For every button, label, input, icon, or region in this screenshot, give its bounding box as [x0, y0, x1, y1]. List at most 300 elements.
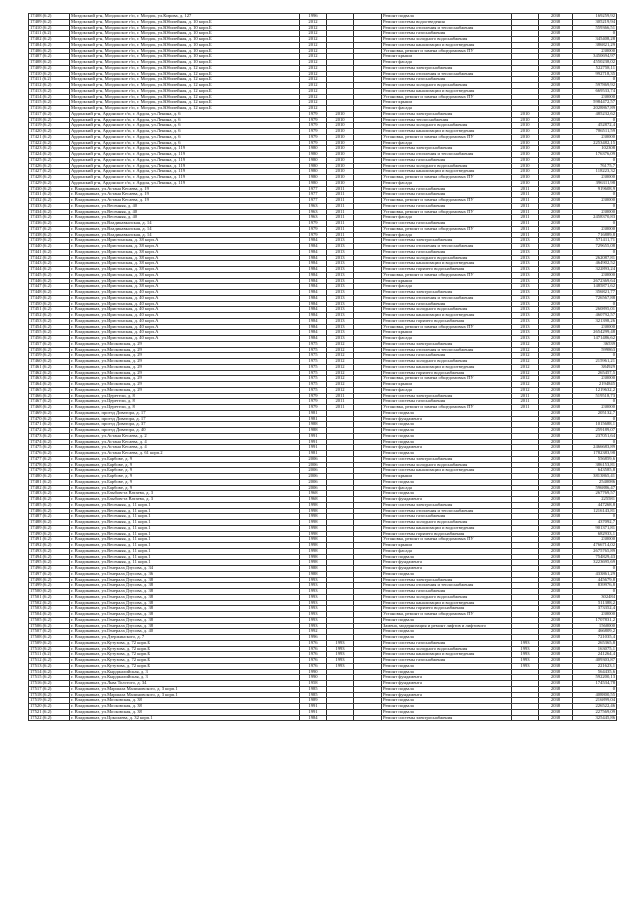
address-cell: г. Владикавказ, ул.Московская, д. 29 [70, 353, 300, 359]
cost-cell: 262087,81 [573, 255, 617, 261]
address-cell: г. Владикавказ, ул.Астана Кесаева, д. 4 [70, 439, 300, 445]
build-year-cell: 1988 [300, 422, 327, 428]
cost-cell: 754829,43 [573, 554, 617, 560]
work-type-cell: Ремонт системы газоснабжения [382, 77, 512, 83]
work-type-cell: Ремонт системы горячего водоснабжения [382, 318, 512, 324]
last-repair-year-cell: 2010 [327, 140, 354, 146]
build-year-cell: 1963 [300, 203, 327, 209]
address-cell: г. Владикавказ, ул.Астана Кесаева, д. 19 [70, 192, 300, 198]
row-number-cell: 17491 (6.2) [29, 537, 70, 543]
previous-repair-year-cell: 2011 [512, 198, 539, 204]
work-type-cell: Ремонт подвала [382, 433, 512, 439]
previous-repair-year-cell: 2013 [512, 295, 539, 301]
cost-cell: 0 [573, 117, 617, 123]
address-cell: г. Владикавказ, ул.Иристонская, д. 38 корп.А [70, 261, 300, 267]
build-year-cell: 2012 [300, 37, 327, 43]
work-type-cell: Ремонт системы отопления и теплоснабжения [382, 152, 512, 158]
previous-repair-year-cell: 2013 [512, 255, 539, 261]
work-type-cell: Ремонт подвала [382, 698, 512, 704]
cost-cell: 321398,26 [573, 318, 617, 324]
build-year-cell: 1993 [300, 600, 327, 606]
row-number-cell: 17448 (6.2) [29, 290, 70, 296]
work-type-cell: Ремонт фундамента [382, 560, 512, 566]
planned-year-cell: 2038 [539, 635, 573, 641]
work-type-cell: Ремонт системы отопления и теплоснабжения [382, 71, 512, 77]
row-number-cell: 17496 (6.2) [29, 566, 70, 572]
last-repair-year-cell: 1993 [327, 658, 354, 664]
row-number-cell: 17406 (6.2) [29, 48, 70, 54]
last-repair-year-cell: 2013 [327, 307, 354, 313]
address-cell: г. Владикавказ, ул.Кырджалийская, д. 3 [70, 675, 300, 681]
work-type-cell: Ремонт фундамента [382, 445, 512, 451]
planned-year-cell: 2038 [539, 186, 573, 192]
work-type-cell: Установка, ремонт и замена общедомовых ПУ [382, 175, 512, 181]
build-year-cell: 1993 [300, 583, 327, 589]
planned-year-cell: 2038 [539, 341, 573, 347]
address-cell: г. Владикавказ, ул.Московская, д. 38 [70, 709, 300, 715]
planned-year-cell: 2038 [539, 169, 573, 175]
planned-year-cell: 2038 [539, 715, 573, 721]
cost-cell: 230000 [573, 134, 617, 140]
row-number-cell: 17423 (6.2) [29, 146, 70, 152]
build-year-cell: 1992 [300, 629, 327, 635]
work-type-cell: Ремонт системы холодного водоснабжения [382, 359, 512, 365]
previous-repair-year-cell: 2013 [512, 284, 539, 290]
cost-cell: 230000 [573, 175, 617, 181]
planned-year-cell: 2038 [539, 129, 573, 135]
row-number-cell: 17409 (6.2) [29, 19, 70, 25]
planned-year-cell: 2038 [539, 226, 573, 232]
cost-cell: 259189,07 [573, 428, 617, 434]
row-number-cell: 17418 (6.2) [29, 117, 70, 123]
row-number-cell: 17408 (6.2) [29, 60, 70, 66]
row-number-cell: 17517 (6.2) [29, 686, 70, 692]
last-repair-year-cell: 2010 [327, 169, 354, 175]
work-type-cell: Ремонт системы канализации и водоотведения [382, 364, 512, 370]
work-type-cell: Ремонт системы электроснабжения [382, 290, 512, 296]
row-number-cell: 17483 (6.2) [29, 491, 70, 497]
cost-cell: 682933,1 [573, 531, 617, 537]
work-type-cell: Ремонт системы электроснабжения [382, 393, 512, 399]
cost-cell: 522758,11 [573, 65, 617, 71]
cost-cell: 2458370,83 [573, 215, 617, 221]
address-cell: г. Владикавказ, ул.Московская, д. 29 [70, 359, 300, 365]
build-year-cell: 1985 [300, 686, 327, 692]
address-cell: г. Владикавказ, ул.Церетели, д. 8 [70, 405, 300, 411]
work-type-cell: Ремонт системы холодного водоснабжения [382, 646, 512, 652]
cost-cell: 226522,46 [573, 704, 617, 710]
cost-cell: 2540086 [573, 479, 617, 485]
last-repair-year-cell: 1993 [327, 640, 354, 646]
address-cell: Ардонский р-н, Ардонское г/п, г. Ардон, ул.Ленина, д. 119 [70, 180, 300, 186]
cost-cell: 176376,09 [573, 152, 617, 158]
planned-year-cell: 2038 [539, 19, 573, 25]
cost-cell: 0 [573, 157, 617, 163]
cost-cell: 901371,81 [573, 525, 617, 531]
row-number-cell: 17436 (6.2) [29, 221, 70, 227]
previous-repair-year-cell [512, 715, 539, 721]
address-cell: г. Владикавказ, ул.Барбове, д. 9 [70, 474, 300, 480]
build-year-cell: 1976 [300, 658, 327, 664]
work-type-cell: Ремонт системы канализации и водоотведения [382, 313, 512, 319]
planned-year-cell: 2038 [539, 65, 573, 71]
work-type-cell: Установка, ремонт и замена общедомовых ПУ [382, 226, 512, 232]
previous-repair-year-cell: 2013 [512, 290, 539, 296]
work-type-cell: Ремонт системы канализации и водоотведения [382, 42, 512, 48]
address-cell: г. Владикавказ, ул.Московская, д. 29 [70, 387, 300, 393]
work-type-cell: Ремонт системы канализации и водоотведения [382, 88, 512, 94]
work-type-cell: Ремонт системы газоснабжения [382, 301, 512, 307]
address-cell: г. Владикавказ, ул.Иристонская, д. 40 корп.А [70, 307, 300, 313]
address-cell: г. Владикавказ, ул.Генерала Дзусова, д. 38 [70, 577, 300, 583]
row-number-cell: 17489 (6.2) [29, 525, 70, 531]
address-cell: г. Владикавказ, ул.Иристонская, д. 40 корп.А [70, 336, 300, 342]
row-number-cell: 17411 (6.2) [29, 31, 70, 37]
previous-repair-year-cell: 2011 [512, 232, 539, 238]
work-type-cell: Ремонт фасада [382, 548, 512, 554]
build-year-cell: 2012 [300, 94, 327, 100]
planned-year-cell: 2038 [539, 600, 573, 606]
planned-year-cell: 2038 [539, 244, 573, 250]
row-number-cell: 17412 (6.2) [29, 83, 70, 89]
row-number-cell: 17488 (6.2) [29, 520, 70, 526]
address-cell: Ардонский р-н, Ардонское г/п, г. Ардон, ул.Ленина, д. 6 [70, 134, 300, 140]
planned-year-cell: 2038 [539, 359, 573, 365]
cost-cell: 0 [573, 566, 617, 572]
address-cell: г. Владикавказ, ул.Кутузова, д. 72 корп.Б [70, 646, 300, 652]
row-number-cell: 17460 (6.2) [29, 359, 70, 365]
work-type-cell: Установка, ремонт и замена общедомовых ПУ [382, 376, 512, 382]
cost-cell: 221623,1 [573, 663, 617, 669]
planned-year-cell: 2038 [539, 117, 573, 123]
address-cell: г. Владикавказ, ул.Весенняя, д. 40 [70, 203, 300, 209]
planned-year-cell: 2038 [539, 290, 573, 296]
work-type-cell: Ремонт системы водоотведения [382, 19, 512, 25]
build-year-cell: 1993 [300, 606, 327, 612]
planned-year-cell: 2038 [539, 520, 573, 526]
previous-repair-year-cell: 2010 [512, 129, 539, 135]
address-cell: Моздокский р-н, Моздокское г/п, г. Моздок, ул.Юбилейная, д. 10 корп.Б [70, 31, 300, 37]
planned-year-cell: 2038 [539, 485, 573, 491]
row-number-cell: 17437 (6.2) [29, 226, 70, 232]
planned-year-cell: 2038 [539, 462, 573, 468]
build-year-cell: 1975 [300, 376, 327, 382]
build-year-cell: 1998 [300, 560, 327, 566]
work-type-cell: Установка, ремонт и замена общедомовых ПУ [382, 134, 512, 140]
planned-year-cell: 2038 [539, 537, 573, 543]
planned-year-cell: 2038 [539, 525, 573, 531]
previous-repair-year-cell: 2011 [512, 209, 539, 215]
cost-cell: 3813865,41 [573, 474, 617, 480]
planned-year-cell: 2038 [539, 209, 573, 215]
cost-cell: 559366,51 [573, 25, 617, 31]
address-cell: Моздокский р-н, Моздокское г/п, г. Моздок, ул.Юбилейная, д. 12 корп.Б [70, 83, 300, 89]
work-type-cell: Ремонт фундамента [382, 675, 512, 681]
previous-repair-year-cell: 2011 [512, 226, 539, 232]
row-number-cell: 17504 (6.2) [29, 612, 70, 618]
row-number-cell: 17512 (6.2) [29, 658, 70, 664]
cost-cell: 2654299,48 [573, 330, 617, 336]
build-year-cell: 1980 [300, 180, 327, 186]
work-type-cell: Ремонт системы электроснабжения [382, 238, 512, 244]
build-year-cell: 1990 [300, 669, 327, 675]
address-cell: г. Владикавказ, ул.Иристонская, д. 38 корп.А [70, 238, 300, 244]
address-cell: Моздокский р-н, Моздокское г/п, г. Моздок, ул.Юбилейная, д. 10 корп.Б [70, 37, 300, 43]
planned-year-cell: 2038 [539, 629, 573, 635]
address-cell: г. Владикавказ, ул.Кутузова, д. 72 корп.Б [70, 640, 300, 646]
work-type-cell: Ремонт системы электроснабжения [382, 456, 512, 462]
last-repair-year-cell: 1993 [327, 652, 354, 658]
row-number-cell: 17419 (6.2) [29, 123, 70, 129]
build-year-cell: 1993 [300, 612, 327, 618]
previous-repair-year-cell: 2013 [512, 313, 539, 319]
work-type-cell: Установка, ремонт и замена общедомовых ПУ [382, 537, 512, 543]
planned-year-cell: 2038 [539, 301, 573, 307]
planned-year-cell: 2038 [539, 594, 573, 600]
row-number-cell: 17420 (6.2) [29, 129, 70, 135]
cost-cell: 225581 [573, 497, 617, 503]
cost-cell: 215961,21 [573, 359, 617, 365]
cost-cell: 597869,92 [573, 83, 617, 89]
row-number-cell: 17520 (6.2) [29, 704, 70, 710]
cost-cell: 0 [573, 221, 617, 227]
work-type-cell: Ремонт системы электроснабжения [382, 577, 512, 583]
cost-cell: 1015688,1 [573, 422, 617, 428]
previous-repair-year-cell: 2013 [512, 238, 539, 244]
address-cell: г. Владикавказ, проезд Доватора, д. 40 [70, 428, 300, 434]
address-cell: г. Владикавказ, ул.Весенняя, д. 11 корп.1 [70, 525, 300, 531]
build-year-cell: 1977 [300, 198, 327, 204]
row-number-cell: 17465 (6.2) [29, 387, 70, 393]
work-type-cell: Ремонт системы отопления и теплоснабжения [382, 583, 512, 589]
build-year-cell: 1984 [300, 278, 327, 284]
row-number-cell: 17425 (6.2) [29, 157, 70, 163]
work-type-cell: Ремонт системы канализации и водоотведения [382, 468, 512, 474]
row-number-cell: 17456 (6.2) [29, 336, 70, 342]
row-number-cell: 17495 (6.2) [29, 560, 70, 566]
planned-year-cell: 2038 [539, 508, 573, 514]
row-number-cell: 17498 (6.2) [29, 577, 70, 583]
planned-year-cell: 2038 [539, 25, 573, 31]
work-type-cell: Ремонт фундамента [382, 416, 512, 422]
work-type-cell: Ремонт фасада [382, 215, 512, 221]
planned-year-cell: 2038 [539, 416, 573, 422]
cost-cell: 437092,7 [573, 520, 617, 526]
row-number-cell: 17484 (6.2) [29, 497, 70, 503]
planned-year-cell: 2038 [539, 606, 573, 612]
last-repair-year-cell: 2012 [327, 347, 354, 353]
last-repair-year-cell: 2013 [327, 336, 354, 342]
planned-year-cell: 2038 [539, 640, 573, 646]
cost-cell: 325445,86 [573, 715, 617, 721]
work-type-cell: Ремонт фундамента [382, 566, 512, 572]
row-number-cell: 17444 (6.2) [29, 267, 70, 273]
address-cell: г. Владикавказ, ул.Генерала Дзусова, д. 38 [70, 612, 300, 618]
planned-year-cell: 2038 [539, 479, 573, 485]
address-cell: г. Владикавказ, ул.Барбове, д. 9 [70, 468, 300, 474]
table-row [29, 715, 617, 721]
address-cell: г. Владикавказ, ул.Московская, д. 29 [70, 382, 300, 388]
build-year-cell: 1979 [300, 405, 327, 411]
address-cell: г. Владикавказ, ул.Бзыбовгта Ватаева, д. 3 [70, 497, 300, 503]
last-repair-year-cell: 2013 [327, 284, 354, 290]
previous-repair-year-cell: 2011 [512, 192, 539, 198]
last-repair-year-cell: 2012 [327, 341, 354, 347]
previous-repair-year-cell: 2013 [512, 301, 539, 307]
cost-cell: 786511,59 [573, 129, 617, 135]
row-number-cell: 17472 (6.2) [29, 428, 70, 434]
work-type-cell: Ремонт системы холодного водоснабжения [382, 594, 512, 600]
last-repair-year-cell: 2012 [327, 364, 354, 370]
cost-cell: 452872,4 [573, 123, 617, 129]
address-cell: г. Владикавказ, ул.Генерала Дзусова, д. 38 [70, 600, 300, 606]
last-repair-year-cell: 2011 [327, 215, 354, 221]
address-cell: Моздокский р-н, Моздокское г/п, г. Моздок, ул.Юбилейная, д. 10 корп.Б [70, 48, 300, 54]
address-cell: Ардонский р-н, Ардонское г/п, г. Ардон, ул.Ленина, д. 119 [70, 152, 300, 158]
address-cell: г. Владикавказ, ул.Генерала Дзусова, д. 38 [70, 594, 300, 600]
address-cell: г. Владикавказ, ул.Иристонская, д. 38 корп.А [70, 244, 300, 250]
row-number-cell: 17446 (6.2) [29, 278, 70, 284]
planned-year-cell: 2038 [539, 382, 573, 388]
cost-cell: 2672369,64 [573, 278, 617, 284]
work-type-cell: Ремонт подвала [382, 14, 512, 20]
build-year-cell: 1979 [300, 393, 327, 399]
build-year-cell: 1984 [300, 295, 327, 301]
planned-year-cell: 2038 [539, 548, 573, 554]
work-type-cell: Ремонт системы канализации и водоотведения [382, 169, 512, 175]
row-number-cell: 17508 (6.2) [29, 635, 70, 641]
address-cell: Ардонский р-н, Ардонское г/п, г. Ардон, ул.Ленина, д. 6 [70, 123, 300, 129]
cost-cell: 3223695,69 [573, 560, 617, 566]
row-number-cell: 17481 (6.2) [29, 479, 70, 485]
address-cell: г. Владикавказ, ул.Церетели, д. 8 [70, 399, 300, 405]
previous-repair-year-cell: 2013 [512, 272, 539, 278]
work-type-cell: Ремонт крыши [382, 330, 512, 336]
row-number-cell: 17475 (6.2) [29, 445, 70, 451]
planned-year-cell: 2038 [539, 330, 573, 336]
row-number-cell: 17513 (6.2) [29, 663, 70, 669]
last-repair-year-cell: 2012 [327, 370, 354, 376]
build-year-cell: 1979 [300, 134, 327, 140]
work-type-cell: Ремонт системы газоснабжения [382, 399, 512, 405]
work-type-cell: Ремонт подвала [382, 491, 512, 497]
last-repair-year-cell: 2013 [327, 318, 354, 324]
last-repair-year-cell: 2013 [327, 290, 354, 296]
cost-cell: 445679,8 [573, 577, 617, 583]
row-number-cell: 17521 (6.2) [29, 709, 70, 715]
row-number-cell: 17438 (6.2) [29, 232, 70, 238]
previous-repair-year-cell: 1993 [512, 646, 539, 652]
work-type-cell: Ремонт подвала [382, 479, 512, 485]
row-number-cell: 17478 (6.2) [29, 462, 70, 468]
work-type-cell: Ремонт системы канализации и водоотведения [382, 261, 512, 267]
work-type-cell: Ремонт подвала [382, 704, 512, 710]
address-cell: Ардонский р-н, Ардонское г/п, г. Ардон, ул.Ленина, д. 119 [70, 175, 300, 181]
last-repair-year-cell: 2010 [327, 111, 354, 117]
row-number-cell: 17501 (6.2) [29, 594, 70, 600]
work-type-cell: Ремонт фасада [382, 180, 512, 186]
build-year-cell: 1984 [300, 267, 327, 273]
cost-cell: 0 [573, 249, 617, 255]
row-number-cell: 17447 (6.2) [29, 284, 70, 290]
cost-cell: 230000 [573, 537, 617, 543]
build-year-cell: 2012 [300, 25, 327, 31]
planned-year-cell: 2038 [539, 284, 573, 290]
planned-year-cell: 2038 [539, 439, 573, 445]
cost-cell: 305219,94 [573, 19, 617, 25]
work-type-cell: Ремонт крыши [382, 54, 512, 60]
row-number-cell: 17410 (6.2) [29, 25, 70, 31]
work-type-cell: Установка, ремонт и замена общедомовых ПУ [382, 405, 512, 411]
build-year-cell: 1998 [300, 525, 327, 531]
work-type-cell: Ремонт крыши [382, 100, 512, 106]
row-number-cell: 17445 (6.2) [29, 272, 70, 278]
previous-repair-year-cell: 2011 [512, 215, 539, 221]
work-type-cell: Ремонт системы холодного водоснабжения [382, 163, 512, 169]
row-number-cell: 17487 (6.2) [29, 514, 70, 520]
address-cell: Моздокский р-н, Моздокское г/п, г. Моздок, ул.Юбилейная, д. 12 корп.Б [70, 100, 300, 106]
build-year-cell: 1976 [300, 640, 327, 646]
last-repair-year-cell: 2013 [327, 244, 354, 250]
cost-cell: 102308 [573, 146, 617, 152]
last-repair-year-cell: 2013 [327, 313, 354, 319]
previous-repair-year-cell: 2010 [512, 140, 539, 146]
cost-cell: 1471486,62 [573, 336, 617, 342]
work-type-cell: Ремонт системы электроснабжения [382, 111, 512, 117]
address-cell: г. Владикавказ, ул.Церетели, д. 8 [70, 393, 300, 399]
build-year-cell: 2012 [300, 77, 327, 83]
work-type-cell: Установка, ремонт и замена общедомовых ПУ [382, 198, 512, 204]
build-year-cell: 1976 [300, 663, 327, 669]
planned-year-cell: 2038 [539, 175, 573, 181]
address-cell: Моздокский р-н, Моздокское г/п, г. Моздок, ул.Юбилейная, д. 10 корп.Б [70, 25, 300, 31]
cost-cell: 1782383,98 [573, 451, 617, 457]
last-repair-year-cell: 1993 [327, 646, 354, 652]
cost-cell: 485232,62 [573, 111, 617, 117]
cost-cell: 839976,8 [573, 583, 617, 589]
address-cell: г. Владикавказ, ул.Иристонская, д. 38 корп.А [70, 272, 300, 278]
planned-year-cell: 2038 [539, 88, 573, 94]
planned-year-cell: 2038 [539, 445, 573, 451]
row-number-cell: 17453 (6.2) [29, 318, 70, 324]
last-repair-year-cell: 2013 [327, 324, 354, 330]
build-year-cell: 1991 [300, 445, 327, 451]
build-year-cell: 2006 [300, 485, 327, 491]
work-type-cell: Ремонт системы теплоснабжения [382, 117, 512, 123]
address-cell: г. Владикавказ, ул.Московская, д. 38 [70, 698, 300, 704]
work-type-cell: Ремонт подвала [382, 422, 512, 428]
cost-cell: 230000 [573, 612, 617, 618]
build-year-cell: 1979 [300, 111, 327, 117]
planned-year-cell: 2038 [539, 180, 573, 186]
row-number-cell: 17442 (6.2) [29, 255, 70, 261]
cost-cell: 227569,09 [573, 709, 617, 715]
row-number-cell: 17426 (6.2) [29, 163, 70, 169]
cost-cell: 1707831,2 [573, 617, 617, 623]
row-number-cell: 17503 (6.2) [29, 606, 70, 612]
address-cell: г. Владикавказ, ул.Весенняя, д. 11 корп.1 [70, 531, 300, 537]
work-type-cell: Установка, ремонт и замена общедомовых ПУ [382, 324, 512, 330]
planned-year-cell: 2038 [539, 123, 573, 129]
cost-cell: 643585,8 [573, 468, 617, 474]
row-number-cell: 17457 (6.2) [29, 341, 70, 347]
planned-year-cell: 2038 [539, 669, 573, 675]
cost-cell: 0 [573, 301, 617, 307]
address-cell: г. Владикавказ, проезд Доватора, д. 37 [70, 422, 300, 428]
work-type-cell: Замена, модернизация и ремонт лифтов и лифтового [382, 623, 512, 629]
planned-year-cell: 2038 [539, 48, 573, 54]
work-type-cell: Ремонт подвала [382, 669, 512, 675]
